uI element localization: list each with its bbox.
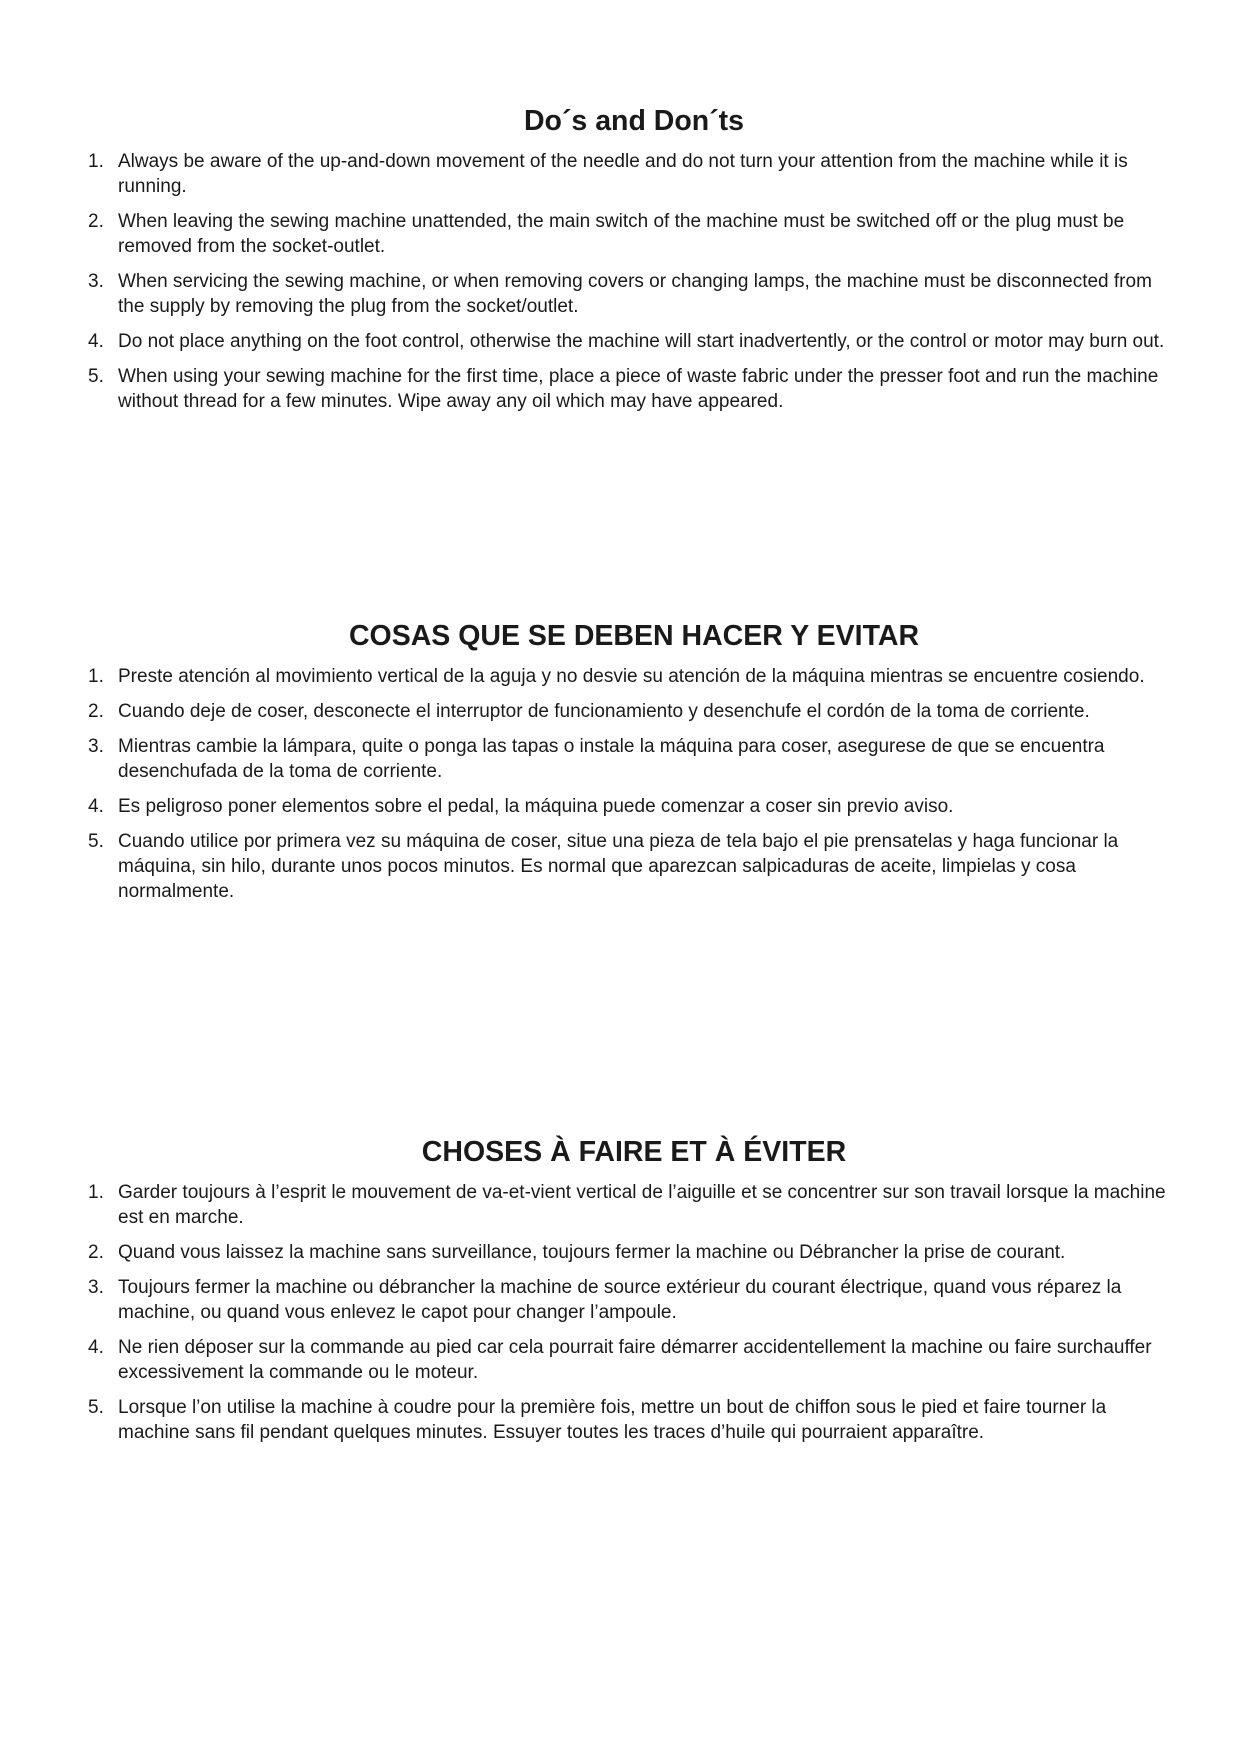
list-item xyxy=(88,1395,1180,1445)
item-text: Mientras cambie la lámpara, quite o ponga las tapas o instale la máquina para coser, asegurese de que se encuentra desenchufada de la toma de corriente. xyxy=(118,736,1105,782)
instruction-list xyxy=(88,664,1180,904)
item-number: 5. xyxy=(88,831,104,852)
list-item xyxy=(88,1275,1180,1325)
item-text: Ne rien déposer sur la commande au pied car cela pourrait faire démarrer accidentellement la machine ou faire surchauffer excessivement la commande ou le moteur. xyxy=(118,1337,1152,1383)
item-text: Es peligroso poner elementos sobre el pedal, la máquina puede comenzar a coser sin previo aviso. xyxy=(118,796,954,817)
list-item xyxy=(88,734,1180,784)
item-number: 5. xyxy=(88,1397,104,1418)
item-number: 1. xyxy=(88,1182,104,1203)
section-title: CHOSES À FAIRE ET À ÉVITER xyxy=(421,1136,847,1168)
item-number: 2. xyxy=(88,1242,104,1263)
item-number: 5. xyxy=(88,366,104,387)
section-english xyxy=(88,103,1180,424)
section-french xyxy=(88,1134,1180,1455)
item-text: Toujours fermer la machine ou débrancher la machine de source extérieur du courant électrique, quand vous réparez la machine, ou quand vous enlevez le capot pour changer l’ampoule. xyxy=(118,1277,1122,1323)
item-number: 1. xyxy=(88,151,104,172)
item-number: 4. xyxy=(88,796,104,817)
item-text: When using your sewing machine for the first time, place a piece of waste fabric under the presser foot and run the machine without thread for a few minutes. Wipe away any oil which may have appeared. xyxy=(118,366,1159,412)
list-item xyxy=(88,149,1180,199)
list-item xyxy=(88,209,1180,259)
item-text: Always be aware of the up-and-down movement of the needle and do not turn your attention from the machine while it is running. xyxy=(118,151,1128,197)
item-text: Lorsque l’on utilise la machine à coudre pour la première fois, mettre un bout de chiffon sous le pied et faire tourner la machine sans fil pendant quelques minutes. Essuyer toutes les traces d’huile qui pourraient apparaître. xyxy=(118,1397,1107,1443)
section-spanish xyxy=(88,618,1180,914)
item-text: When leaving the sewing machine unattended, the main switch of the machine must be switched off or the plug must be removed from the socket-outlet. xyxy=(118,211,1125,257)
section-title: COSAS QUE SE DEBEN HACER Y EVITAR xyxy=(348,620,920,652)
item-number: 2. xyxy=(88,211,104,232)
instruction-list xyxy=(88,149,1180,414)
instruction-list xyxy=(88,1180,1180,1445)
section-title: Do´s and Don´ts xyxy=(523,105,745,137)
list-item xyxy=(88,1335,1180,1385)
item-number: 1. xyxy=(88,666,104,687)
item-text: Quand vous laissez la machine sans surveillance, toujours fermer la machine ou Débrancher la prise de courant. xyxy=(118,1242,1066,1263)
list-item xyxy=(88,664,1180,689)
list-item xyxy=(88,699,1180,724)
list-item xyxy=(88,364,1180,414)
item-text: Cuando utilice por primera vez su máquina de coser, situe una pieza de tela bajo el pie prensatelas y haga funcionar la máquina, sin hilo, durante unos pocos minutos. Es normal que aparezcan salpicaduras de aceite, limpielas y cosa normalmente. xyxy=(118,831,1119,902)
list-item xyxy=(88,1180,1180,1230)
item-number: 3. xyxy=(88,271,104,292)
item-number: 4. xyxy=(88,331,104,352)
item-text: Do not place anything on the foot control, otherwise the machine will start inadvertently, or the control or motor may burn out. xyxy=(118,331,1165,352)
item-number: 3. xyxy=(88,1277,104,1298)
list-item xyxy=(88,329,1180,354)
list-item xyxy=(88,1240,1180,1265)
list-item xyxy=(88,269,1180,319)
item-text: Cuando deje de coser, desconecte el interruptor de funcionamiento y desenchufe el cordón de la toma de corriente. xyxy=(118,701,1090,722)
item-number: 3. xyxy=(88,736,104,757)
item-text: Preste atención al movimiento vertical de la aguja y no desvie su atención de la máquina mientras se encuentre cosiendo. xyxy=(118,666,1145,687)
item-text: Garder toujours à l’esprit le mouvement de va-et-vient vertical de l’aiguille et se concentrer sur son travail lorsque la machine est en marche. xyxy=(118,1182,1166,1228)
item-number: 4. xyxy=(88,1337,104,1358)
list-item xyxy=(88,829,1180,904)
item-text: When servicing the sewing machine, or when removing covers or changing lamps, the machine must be disconnected from the supply by removing the plug from the socket/outlet. xyxy=(118,271,1152,317)
list-item xyxy=(88,794,1180,819)
item-number: 2. xyxy=(88,701,104,722)
